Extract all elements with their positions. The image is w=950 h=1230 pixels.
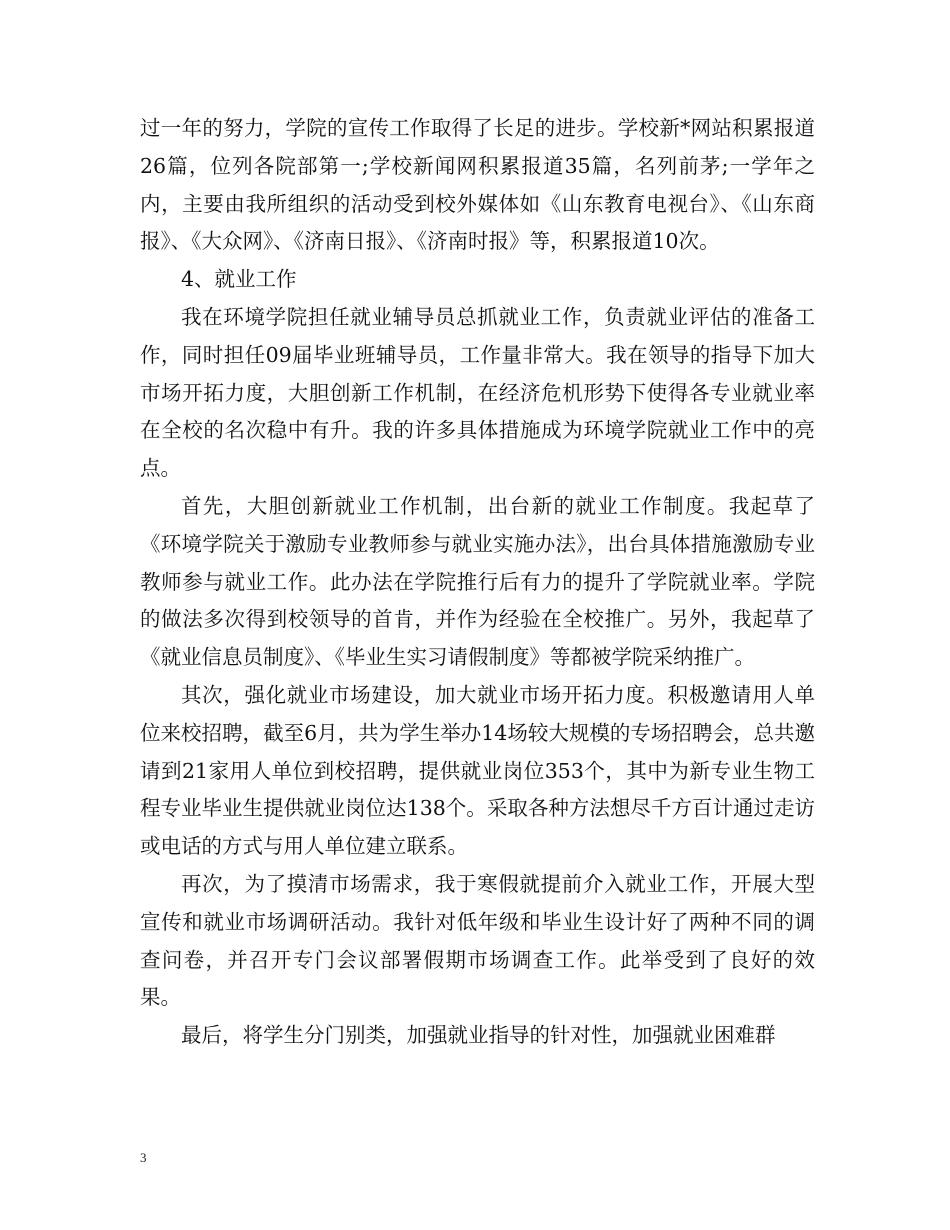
page-number: 3 <box>140 1150 147 1165</box>
paragraph-employment-intro: 我在环境学院担任就业辅导员总抓就业工作，负责就业评估的准备工作，同时担任09届毕业班辅导员，工作量非常大。我在领导的指导下加大市场开拓力度，大胆创新工作机制，在经济危机形势下使得各专业就业率在全校的名次稳中有升。我的许多具体措施成为环境学院就业工作中的亮点。 <box>140 304 815 481</box>
paragraph-continuation: 过一年的努力，学院的宣传工作取得了长足的进步。学校新*网站积累报道26篇，位列各院部第一;学校新闻网积累报道35篇，名列前茅;一学年之内，主要由我所组织的活动受到校外媒体如《山东教育电视台》、《山东商报》、《大众网》、《济南日报》、《济南时报》等，积累报道10次。 <box>140 116 815 254</box>
paragraph-second-measure: 其次，强化就业市场建设，加大就业市场开拓力度。积极邀请用人单位来校招聘，截至6月，共为学生举办14场较大规模的专场招聘会，总共邀请到21家用人单位到校招聘，提供就业岗位353个，其中为新专业生物工程专业毕业生提供就业岗位达138个。采取各种方法想尽千方百计通过走访或电话的方式与用人单位建立联系。 <box>140 682 815 859</box>
paragraph-final-measure: 最后，将学生分门别类，加强就业指导的针对性，加强就业困难群 <box>181 1023 776 1048</box>
document-body <box>140 110 815 1055</box>
paragraph-third-measure: 再次，为了摸清市场需求，我于寒假就提前介入就业工作，开展大型宣传和就业市场调研活动。我针对低年级和毕业生设计好了两种不同的调查问卷，并召开专门会议部署假期市场调查工作。此举受到了良好的效果。 <box>140 871 815 1010</box>
section-heading-employment: 4、就业工作 <box>181 267 297 292</box>
paragraph-first-measure: 首先，大胆创新就业工作机制，出台新的就业工作制度。我起草了《环境学院关于激励专业教师参与就业实施办法》，出台具体措施激励专业教师参与就业工作。此办法在学院推行后有力的提升了学院就业率。学院的做法多次得到校领导的首肯，并作为经验在全校推广。另外，我起草了《就业信息员制度》、《毕业生实习请假制度》等都被学院采纳推广。 <box>140 493 815 670</box>
